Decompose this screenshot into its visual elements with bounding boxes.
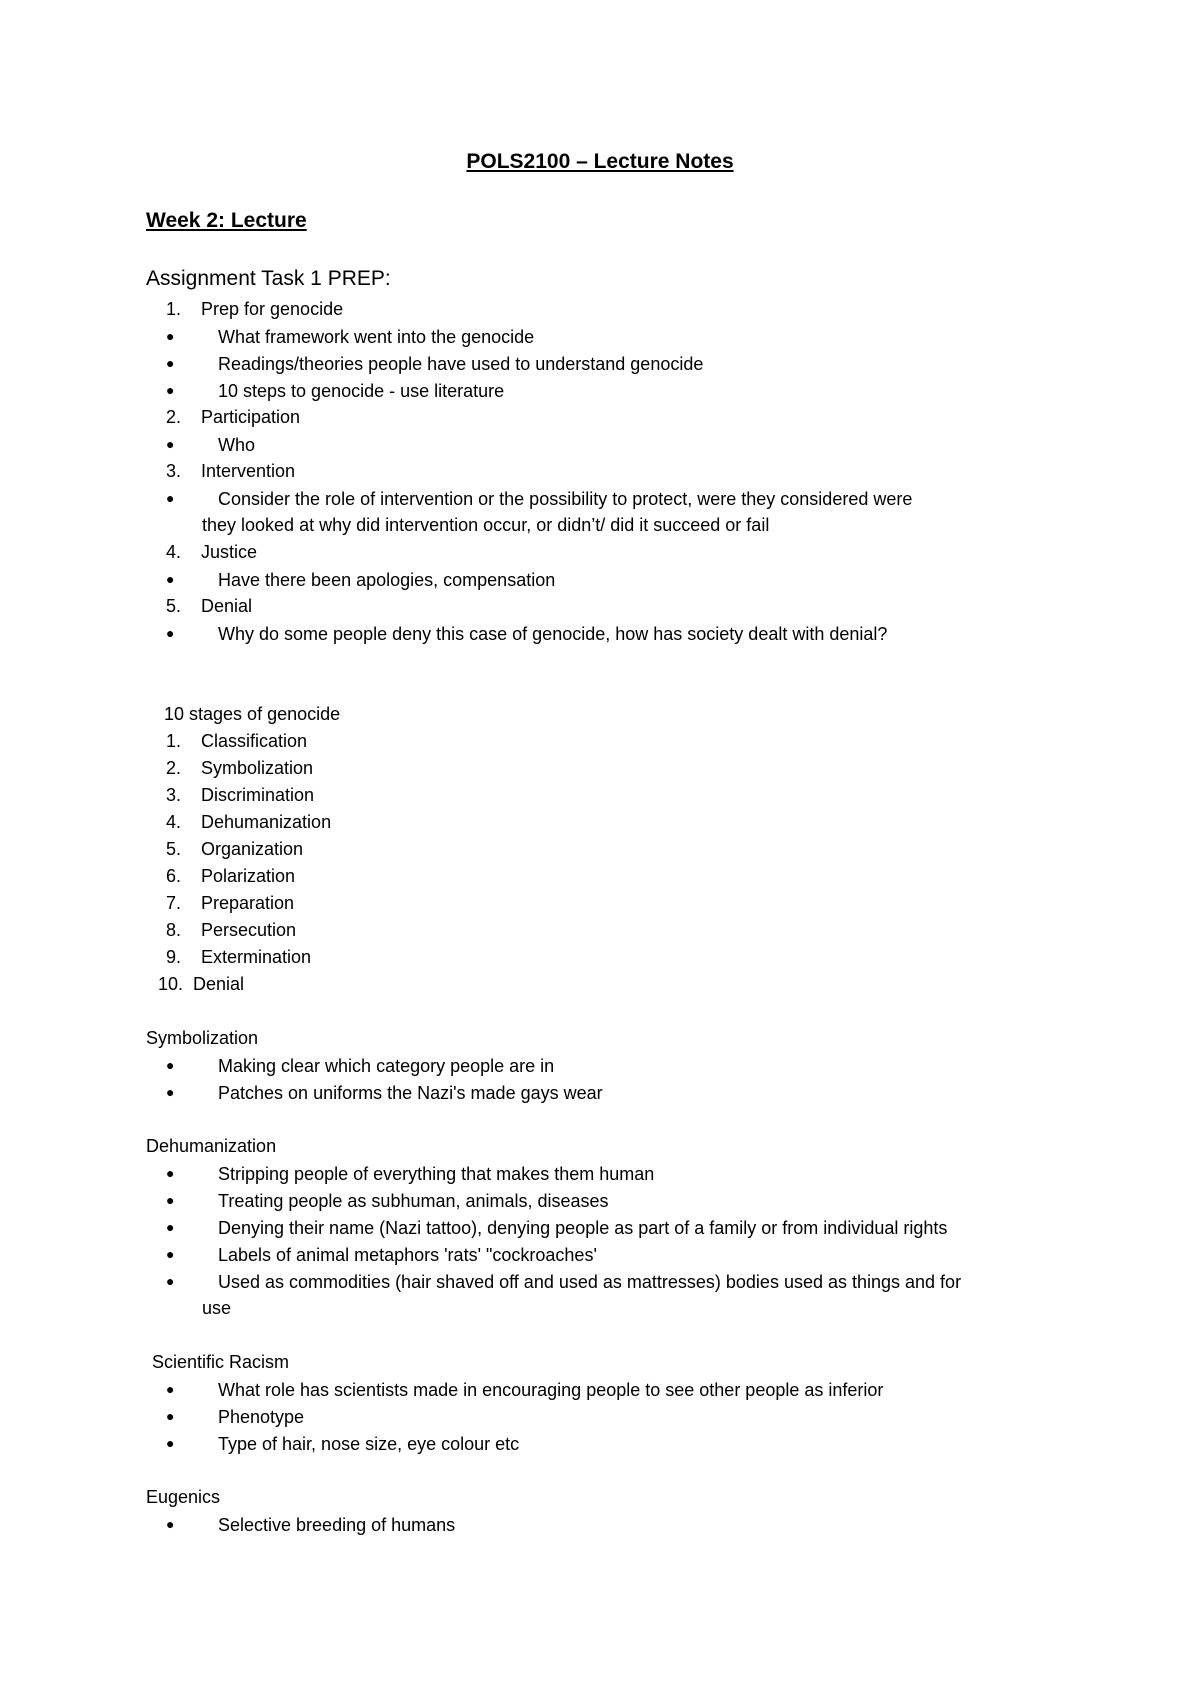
bullet-item: ● Labels of animal metaphors 'rats' "cockroaches' (166, 1241, 597, 1268)
stages-heading: 10 stages of genocide (164, 704, 341, 724)
bullet-item: ● Stripping people of everything that makes them human (166, 1160, 654, 1187)
bullet-icon: ● (166, 1057, 175, 1073)
bullet-icon: ● (166, 1516, 175, 1532)
list-item: 2. Participation (166, 407, 301, 427)
list-item: 3. Intervention (166, 461, 296, 481)
stage-item: 3. Discrimination (166, 785, 315, 805)
eugenics-heading: Eugenics (146, 1487, 221, 1507)
bullet-icon: ● (166, 1084, 175, 1100)
bullet-item: ● What role has scientists made in encouraging people to see other people as inferior (166, 1376, 883, 1403)
stage-item: 9. Extermination (166, 947, 312, 967)
document-title: POLS2100 – Lecture Notes (466, 150, 734, 173)
bullet-icon: ● (166, 436, 175, 452)
dehumanization-heading: Dehumanization (146, 1136, 277, 1156)
bullet-icon: ● (166, 1381, 175, 1397)
stage-item: 7. Preparation (166, 893, 295, 913)
bullet-item: ● 10 steps to genocide - use literature (166, 377, 504, 404)
bullet-icon: ● (166, 1219, 175, 1235)
bullet-icon: ● (166, 1408, 175, 1424)
bullet-icon: ● (166, 355, 175, 371)
bullet-item: ● Denying their name (Nazi tattoo), denying people as part of a family or from individual rights (166, 1214, 947, 1241)
stage-item: 6. Polarization (166, 866, 296, 886)
stage-item: 10. Denial (158, 974, 245, 994)
bullet-continuation: they looked at why did intervention occur, or didn’t/ did it succeed or fail (202, 515, 770, 535)
bullet-icon: ● (166, 1192, 175, 1208)
bullet-item: ● Phenotype (166, 1403, 304, 1430)
bullet-item: ● Who (166, 431, 255, 458)
bullet-icon: ● (166, 328, 175, 344)
bullet-continuation: use (202, 1298, 232, 1318)
bullet-item: ● Consider the role of intervention or the possibility to protect, were they considered were (166, 485, 912, 512)
bullet-icon: ● (166, 1246, 175, 1262)
list-item: 4. Justice (166, 542, 258, 562)
week-heading: Week 2: Lecture (146, 209, 307, 232)
bullet-icon: ● (166, 1435, 175, 1451)
scientific-racism-heading: Scientific Racism (152, 1352, 290, 1372)
stage-item: 2. Symbolization (166, 758, 314, 778)
stage-item: 5. Organization (166, 839, 304, 859)
symbolization-heading: Symbolization (146, 1028, 259, 1048)
bullet-icon: ● (166, 1165, 175, 1181)
list-item: 1. Prep for genocide (166, 299, 344, 319)
stage-item: 4. Dehumanization (166, 812, 332, 832)
bullet-icon: ● (166, 571, 175, 587)
bullet-item: ● Selective breeding of humans (166, 1511, 455, 1538)
bullet-icon: ● (166, 382, 175, 398)
assignment-heading: Assignment Task 1 PREP: (146, 267, 391, 290)
bullet-item: ● Type of hair, nose size, eye colour etc (166, 1430, 519, 1457)
bullet-item: ● Readings/theories people have used to understand genocide (166, 350, 703, 377)
bullet-icon: ● (166, 490, 175, 506)
stage-item: 8. Persecution (166, 920, 297, 940)
bullet-icon: ● (166, 625, 175, 641)
bullet-item: ● Patches on uniforms the Nazi's made gays wear (166, 1079, 603, 1106)
bullet-item: ● Why do some people deny this case of genocide, how has society dealt with denial? (166, 620, 887, 647)
bullet-item: ● Treating people as subhuman, animals, diseases (166, 1187, 609, 1214)
bullet-item: ● Used as commodities (hair shaved off and used as mattresses) bodies used as things and for (166, 1268, 961, 1295)
stage-item: 1. Classification (166, 731, 308, 751)
bullet-item: ● What framework went into the genocide (166, 323, 534, 350)
bullet-icon: ● (166, 1273, 175, 1289)
list-item: 5. Denial (166, 596, 253, 616)
bullet-item: ● Making clear which category people are in (166, 1052, 554, 1079)
bullet-item: ● Have there been apologies, compensation (166, 566, 555, 593)
